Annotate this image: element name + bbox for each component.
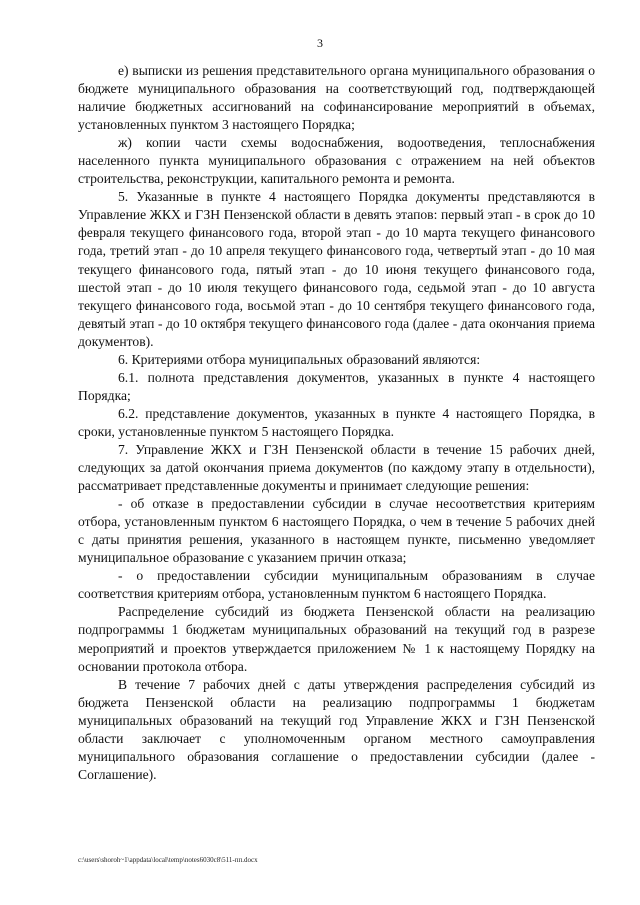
paragraph-item-e: е) выписки из решения представительного органа муниципального образования о бюджете муниципального образования на соответствующий год, подтверждающей наличие бюджетных ассигнований на софинансирование мероприятий в объемах, установленных пунктом 3 настоящего Порядка; — [78, 63, 595, 133]
paragraph-grant: - о предоставлении субсидии муниципальным образованиям в случае соответствия критериям отбора, установленным пунктом 6 настоящего Порядка. — [78, 568, 595, 602]
paragraph-item-zh: ж) копии части схемы водоснабжения, водоотведения, теплоснабжения населенного пункта муниципального образования с отражением на ней объектов строительства, реконструкции, капитального ремонта и ремонта. — [78, 135, 595, 187]
paragraph-distribution: Распределение субсидий из бюджета Пензенской области на реализацию подпрограммы 1 бюджетам муниципальных образований на текущий год в разрезе мероприятий и проектов утверждается приложением № 1 к настоящему Порядку на основании протокола отбора. — [78, 604, 595, 674]
paragraph-clause-7: 7. Управление ЖКХ и ГЗН Пензенской области в течение 15 рабочих дней, следующих за датой окончания приема документов (по каждому этапу в отдельности), рассматривает представленные документы и принимает следующие решения: — [78, 441, 595, 494]
page-number: 3 — [317, 36, 323, 50]
paragraph-refusal: - об отказе в предоставлении субсидии в случае несоответствия критериям отбора, установленным пунктом 6 настоящего Порядка, о чем в течение 5 рабочих дней с даты принятия решения, указанного в настоящем пункте, письменно уведомляет муниципальное образование с указанием причин отказа; — [78, 496, 595, 566]
document-body — [78, 62, 595, 784]
footer-file-path: c:\users\shoroh~1\appdata\local\temp\notes6030c8\511-пп.docx — [78, 856, 258, 864]
paragraph-clause-5: 5. Указанные в пункте 4 настоящего Порядка документы представляются в Управление ЖКХ и ГЗН Пензенской области в девять этапов: первый этап - в срок до 10 февраля текущего финансового года, второй этап - до 10 марта текущего финансового года, третий этап - до 10 апреля текущего финансового года, четвертый этап - до 10 мая текущего финансового года, пятый этап - до 10 июня текущего финансового года, шестой этап - до 10 июля текущего финансового года, седьмой этап - до 10 августа текущего финансового года, восьмой этап - до 10 сентября текущего финансового года, девятый этап - до 10 октября текущего финансового года (далее - дата окончания приема документов). — [78, 189, 595, 349]
paragraph-clause-6: 6. Критериями отбора муниципальных образований являются: — [118, 351, 481, 367]
paragraph-clause-6-2: 6.2. представление документов, указанных в пункте 4 настоящего Порядка, в сроки, установленные пунктом 5 настоящего Порядка. — [78, 405, 595, 439]
paragraph-clause-6-1: 6.1. полнота представления документов, указанных в пункте 4 настоящего Порядка; — [78, 369, 595, 403]
paragraph-agreement: В течение 7 рабочих дней с даты утверждения распределения субсидий из бюджета Пензенской области на реализацию подпрограммы 1 бюджетам муниципальных образований на текущий год Управление ЖКХ и ГЗН Пензенской области заключает с уполномоченным органом местного самоуправления муниципального образования соглашение о предоставлении субсидии (далее - Соглашение). — [78, 676, 595, 782]
